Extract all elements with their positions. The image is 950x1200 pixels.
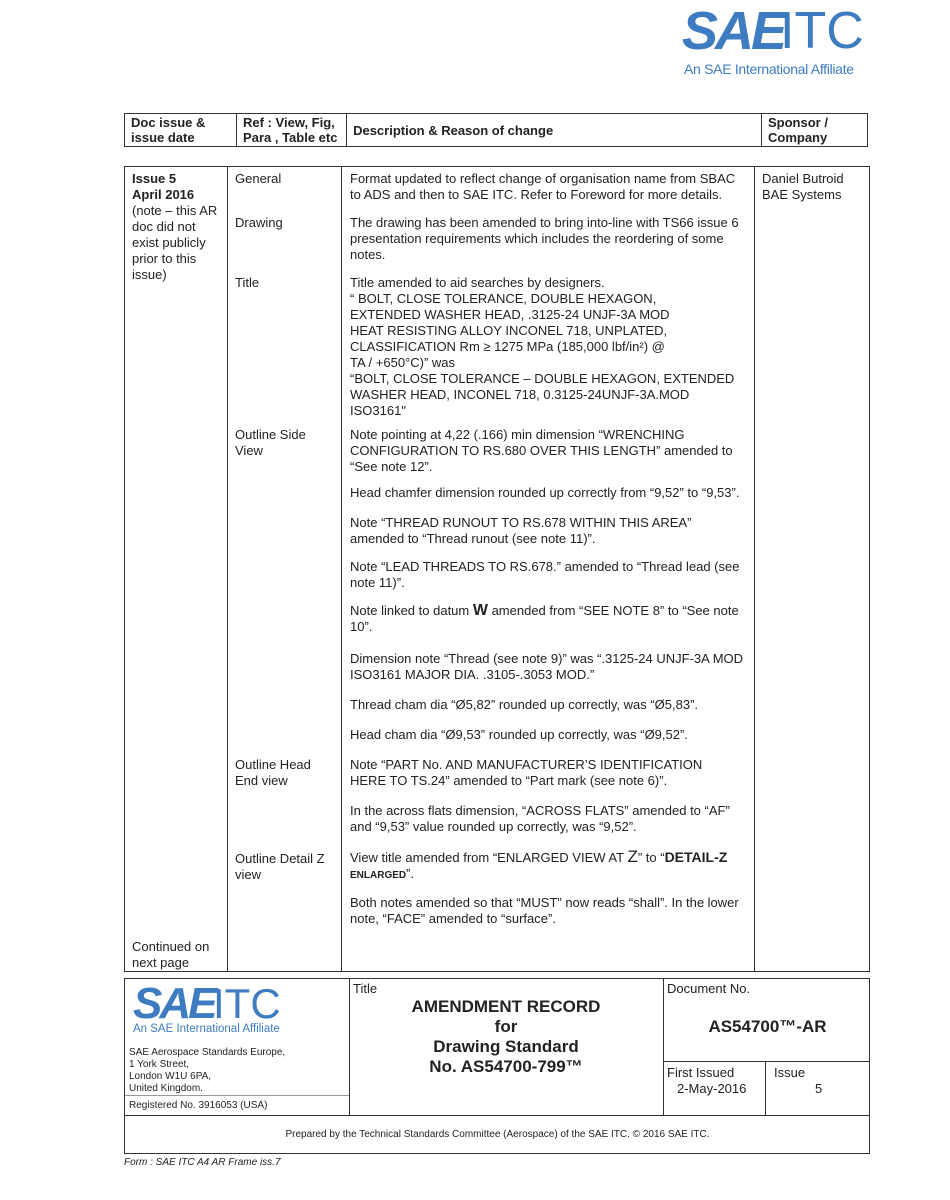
title-line: Drawing Standard [433, 1037, 579, 1056]
footer-divider [663, 1061, 870, 1062]
title-line: for [494, 1017, 518, 1036]
continued-note [132, 939, 222, 971]
desc-line: WASHER HEAD, INCONEL 718, 0.3125-24UNJF-3A.MOD [350, 387, 690, 402]
column-divider [754, 167, 755, 971]
issue-note-line: (note – this AR [132, 203, 218, 218]
desc-line: ENLARGED”. [350, 866, 415, 881]
desc-title [350, 275, 750, 419]
footer-first-issued-label: First Issued [667, 1065, 735, 1080]
footer-logo-itc: ITC [213, 980, 281, 1027]
footer-title [351, 997, 661, 1077]
address-line: 1 York Street, [129, 1059, 190, 1070]
desc-side-8: Head cham dia “Ø9,53” rounded up correctly, was “Ø9,52”. [350, 727, 688, 742]
issue-note-line: exist publicly [132, 235, 206, 250]
ref-outline-detail-z [235, 851, 340, 883]
footer-docno-label: Document No. [667, 981, 751, 996]
sae-itc-logo [682, 1, 864, 78]
footer-first-issued: 2-May-2016 [677, 1081, 747, 1096]
footer-issue: 5 [815, 1081, 823, 1096]
header-description: Description & Reason of change [347, 114, 762, 147]
desc-line: ISO3161 MAJOR DIA. .3105-.3053 MOD.” [350, 667, 595, 682]
footer-divider [125, 1115, 870, 1116]
header-ref: Ref : View, Fig, Para , Table etc [237, 114, 347, 147]
desc-line: notes. [350, 247, 386, 262]
desc-line: The drawing has been amended to bring into-line with TS66 issue 6 [350, 215, 739, 230]
logo-itc-text: ITC [780, 2, 864, 60]
ref-line: Outline Side [235, 427, 306, 442]
desc-side-1 [350, 427, 750, 475]
ref-line: End view [235, 773, 288, 788]
ref-line: View [235, 443, 263, 458]
desc-line: note 11)”. [350, 575, 405, 590]
ref-line: Outline Head [235, 757, 311, 772]
issue-note-line: doc did not [132, 219, 196, 234]
sponsor-name: Daniel Butroid [762, 171, 844, 186]
desc-head-2 [350, 803, 750, 835]
desc-head-1 [350, 757, 750, 789]
footer-address [129, 1047, 344, 1095]
address-line: SAE Aerospace Standards Europe, [129, 1047, 286, 1058]
desc-line: TA / +650°C)” was [350, 355, 456, 370]
ref-line: view [235, 867, 262, 882]
amendment-body [124, 166, 870, 972]
continued-line: next page [132, 955, 190, 970]
desc-line: “BOLT, CLOSE TOLERANCE – DOUBLE HEXAGON, EXTENDED [350, 371, 735, 386]
desc-side-5 [350, 603, 750, 635]
ref-drawing: Drawing [235, 215, 283, 230]
desc-line: Note “LEAD THREADS TO RS.678.” amended to “Thread lead (see [350, 559, 740, 574]
ref-outline-head-end-view [235, 757, 340, 789]
footer-prepared-by: Prepared by the Technical Standards Committee (Aerospace) of the SAE ITC. © 2016 SAE ITC. [285, 1129, 710, 1140]
amendment-header-table [124, 113, 868, 147]
desc-line: HERE TO TS.24” amended to “Part mark (see note 6)”. [350, 773, 668, 788]
footer-divider [765, 1061, 766, 1115]
desc-line: Note “THREAD RUNOUT TO RS.678 WITHIN THIS AREA” [350, 515, 692, 530]
desc-line: “ BOLT, CLOSE TOLERANCE, DOUBLE HEXAGON, [350, 291, 657, 306]
desc-line: Format updated to reflect change of organisation name from SBAC [350, 171, 736, 186]
desc-line: to ADS and then to SAE ITC. Refer to Foreword for more details. [350, 187, 723, 202]
issue-cell [132, 171, 222, 283]
desc-side-6 [350, 651, 750, 683]
issue-note-line: issue) [132, 267, 167, 282]
desc-line: amended to “Thread runout (see note 11)”. [350, 531, 596, 546]
desc-line: In the across flats dimension, “ACROSS FLATS” amended to “AF” [350, 803, 730, 818]
desc-general [350, 171, 750, 203]
desc-side-4 [350, 559, 750, 591]
continued-line: Continued on [132, 939, 210, 954]
desc-detail-1 [350, 849, 750, 884]
desc-line: note, “FACE” amended to “surface”. [350, 911, 556, 926]
desc-side-7: Thread cham dia “Ø5,82” rounded up correctly, was “Ø5,83”. [350, 697, 699, 712]
desc-line: Title amended to aid searches by designers. [350, 275, 605, 290]
desc-line: CLASSIFICATION Rm ≥ 1275 MPa (185,000 lbf/in²) @ [350, 339, 665, 354]
footer-logo-affiliate: An SAE International Affiliate [133, 1023, 280, 1035]
desc-line: ISO3161" [350, 403, 406, 418]
desc-line: Both notes amended so that “MUST” now reads “shall”. In the lower [350, 895, 739, 910]
desc-line: Note “PART No. AND MANUFACTURER’S IDENTIFICATION [350, 757, 703, 772]
sponsor-cell [762, 171, 867, 203]
desc-line: 10”. [350, 619, 373, 634]
footer-divider [663, 979, 664, 1115]
ref-outline-side-view [235, 427, 340, 459]
footer-registered: Registered No. 3916053 (USA) [129, 1100, 268, 1111]
desc-line: CONFIGURATION TO RS.680 OVER THIS LENGTH” amended to [350, 443, 733, 458]
issue-date: April 2016 [132, 187, 195, 202]
desc-line: HEAT RESISTING ALLOY INCONEL 718, UNPLATED, [350, 323, 668, 338]
header-sponsor: Sponsor / Company [761, 114, 867, 147]
footer-divider [349, 979, 350, 1115]
sponsor-company: BAE Systems [762, 187, 842, 202]
footer-divider [125, 1095, 349, 1096]
desc-side-3 [350, 515, 750, 547]
column-divider [341, 167, 342, 971]
desc-line: Dimension note “Thread (see note 9)” was “.3125-24 UNJF-3A MOD [350, 651, 744, 666]
header-doc-issue: Doc issue & issue date [125, 114, 237, 147]
ref-title: Title [235, 275, 260, 290]
footer-title-label: Title [353, 981, 378, 996]
title-line: AMENDMENT RECORD [411, 997, 601, 1016]
logo-sae-text: SAE [682, 1, 785, 61]
desc-line: EXTENDED WASHER HEAD, .3125-24 UNJF-3A MOD [350, 307, 670, 322]
footer-logo-sae: SAE [133, 979, 215, 1028]
title-line: No. AS54700-799™ [429, 1057, 583, 1076]
footer-docno: AS54700™-AR [708, 1017, 827, 1036]
issue-number: Issue 5 [132, 171, 177, 186]
form-note: Form : SAE ITC A4 AR Frame iss.7 [124, 1157, 281, 1168]
desc-line: View title amended from “ENLARGED VIEW AT Z” to “DETAIL-Z [350, 847, 728, 866]
issue-note-line: prior to this [132, 251, 197, 266]
desc-detail-2 [350, 895, 750, 927]
column-divider [227, 167, 228, 971]
desc-line: Note pointing at 4,22 (.166) min dimension “WRENCHING [350, 427, 685, 442]
ref-line: Outline Detail Z [235, 851, 325, 866]
desc-line: “See note 12”. [350, 459, 433, 474]
footer-issue-label: Issue [774, 1065, 806, 1080]
desc-line: Note linked to datum W amended from “SEE NOTE 8” to “See note [350, 602, 739, 619]
desc-drawing [350, 215, 750, 263]
address-line: United Kingdom. [129, 1083, 203, 1094]
ref-general: General [235, 171, 282, 186]
logo-affiliate-text: An SAE International Affiliate [684, 61, 854, 77]
desc-line: and “9,53” value rounded up correctly, was “9,52”. [350, 819, 637, 834]
footer-block [124, 978, 870, 1154]
desc-side-2: Head chamfer dimension rounded up correctly from “9,52” to “9,53”. [350, 485, 740, 500]
desc-line: presentation requirements which includes the reordering of some [350, 231, 724, 246]
address-line: London W1U 6PA, [129, 1071, 212, 1082]
